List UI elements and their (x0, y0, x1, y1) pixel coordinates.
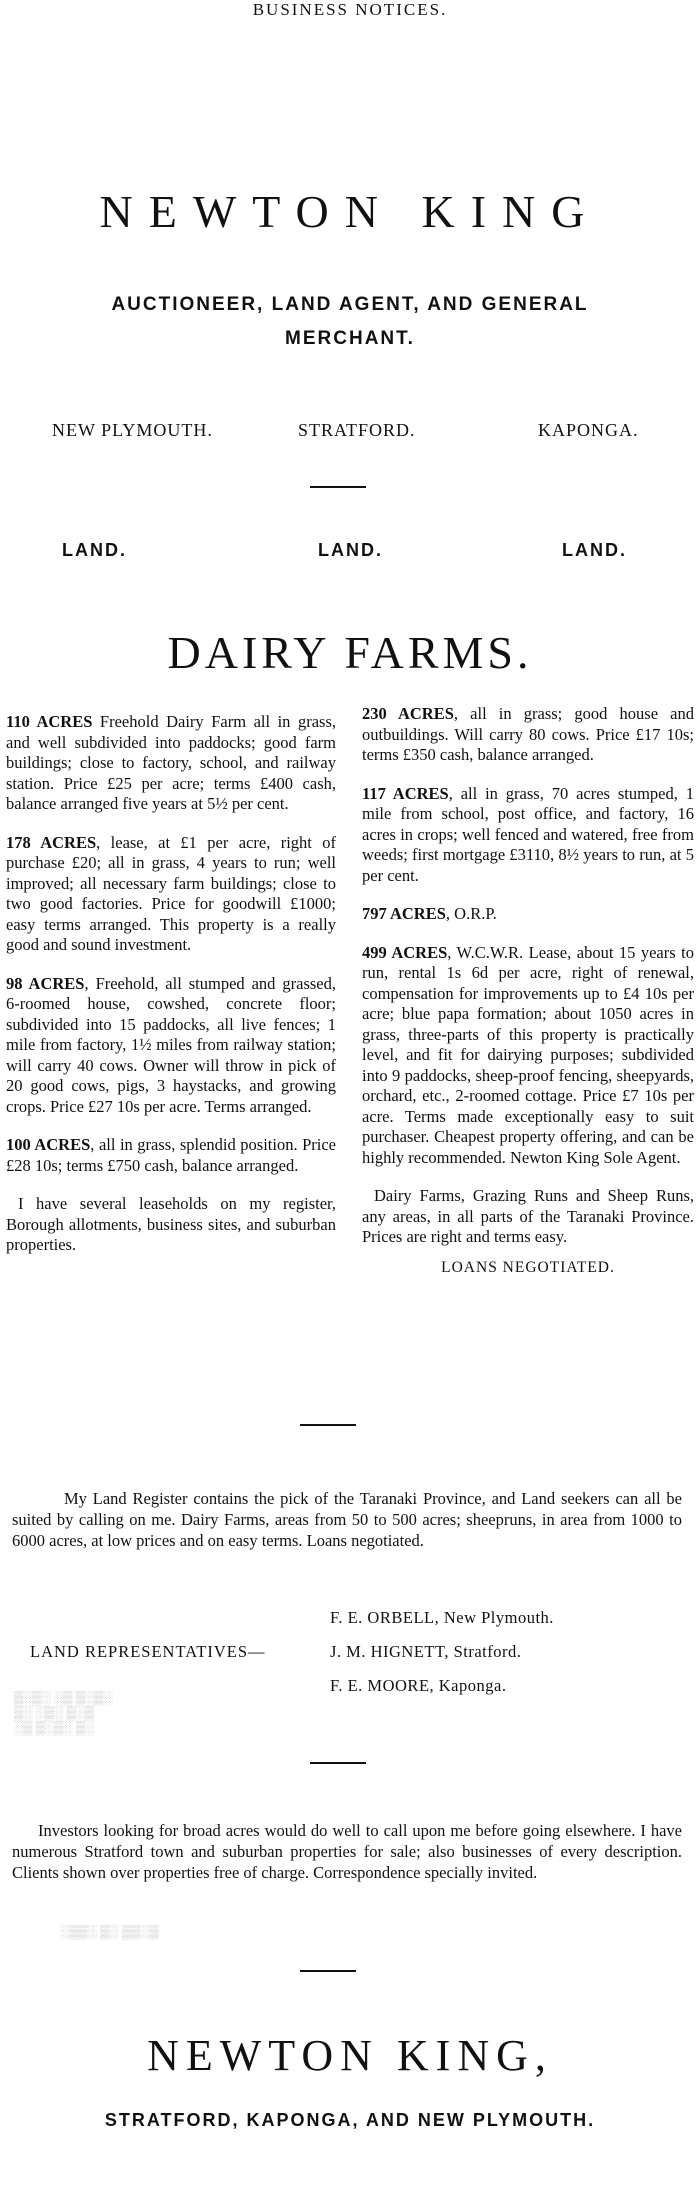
listing-text: , all in grass; good house and outbuildings. Will carry 80 cows. Price £17 10s; terms £350 cash, balance arranged. (362, 704, 694, 764)
right-column-listings (362, 704, 694, 1278)
listing-text: Dairy Farms, Grazing Runs and Sheep Runs, any areas, in all parts of the Taranaki Province. Prices are right and terms easy. (362, 1186, 694, 1246)
representative-orbell: F. E. ORBELL, New Plymouth. (330, 1608, 554, 1627)
show-through-bleed: ▒░▒░ ░▒ ▒░▒░ ▒░ ░▒░ ▒░▒ ░▒ ▒░▒░ ▒░ (14, 1690, 113, 1735)
subtitle-line-1: AUCTIONEER, LAND AGENT, AND GENERAL (111, 294, 589, 315)
masthead-subtitle (0, 288, 700, 356)
divider-rule (300, 1970, 356, 1972)
divider-rule (310, 486, 366, 488)
town-kaponga: KAPONGA. (538, 420, 639, 440)
listing-text: , lease, at £1 per acre, right of purchase £20; all in grass, 4 years to run; well improved; all necessary farm buildings; close to two good factories. Price for goodwill £1000; easy terms arranged. This property is a really good and sound investment. (6, 832, 336, 954)
leaseholds-note (6, 1194, 336, 1256)
town-new-plymouth: NEW PLYMOUTH. (52, 420, 213, 440)
section-header: BUSINESS NOTICES. (252, 0, 448, 19)
listing-178-acres (6, 833, 336, 956)
footer-name: NEWTON KING, (147, 2031, 553, 2080)
divider-rule (300, 1424, 356, 1426)
listing-text: , Freehold, all stumped and grassed, 6-roomed house, cowshed, concrete floor; subdivided into 15 paddocks, all live fences; 1 mile from factory, 1½ miles from railway station; will carry 40 cows. Owner will throw in pick of 20 good cows, pigs, 3 haystacks, and growing crops. Price £27 10s per acre. Terms arranged. (6, 973, 336, 1116)
land-representatives-label: LAND REPRESENTATIVES— (30, 1642, 266, 1661)
listing-lead: 98 ACRES (6, 973, 85, 993)
representative-hignett: J. M. HIGNETT, Stratford. (330, 1642, 522, 1661)
listing-lead: 797 ACRES (362, 904, 446, 923)
land-word-center: LAND. (318, 540, 383, 560)
listing-797-acres (362, 904, 694, 925)
listing-110-acres (6, 712, 336, 815)
footer-locations: STRATFORD, KAPONGA, AND NEW PLYMOUTH. (104, 2110, 596, 2130)
investors-paragraph: Investors looking for broad acres would do well to call upon me before going elsewhere. I have numerous Stratford town and suburban properties for sale; also businesses of every description. Clients shown over properties free of charge. Correspondence specially invited. (12, 1821, 682, 1882)
land-word-left: LAND. (62, 540, 127, 560)
listing-text: Freehold Dairy Farm all in grass, and well subdivided into paddocks; good farm buildings; close to factory, school, and railway station. Price £25 per acre; terms £400 cash, balance arranged five years at 5½ per cent. (6, 712, 336, 813)
subtitle-line-2: MERCHANT. (285, 328, 415, 349)
town-stratford: STRATFORD. (298, 420, 416, 440)
dairy-farms-title: DAIRY FARMS. (167, 627, 533, 678)
listing-text: , O.R.P. (445, 904, 497, 923)
listing-lead: 499 ACRES (362, 942, 448, 962)
listing-text: , all in grass, splendid position. Price £28 10s; terms £750 cash, balance arranged. (6, 1135, 336, 1175)
listing-117-acres (362, 784, 694, 887)
listing-lead: 100 ACRES (6, 1135, 91, 1154)
runs-note (362, 1186, 694, 1248)
divider-rule (310, 1762, 366, 1764)
listing-499-acres (362, 943, 694, 1169)
listing-100-acres (6, 1135, 336, 1176)
show-through-bleed: ░▒▒░ ▒░ ▒▒░▒ (60, 1924, 159, 1939)
listing-230-acres (362, 704, 694, 766)
listing-lead: 117 ACRES (362, 783, 449, 803)
listing-text: I have several leaseholds on my register, Borough allotments, business sites, and suburban properties. (6, 1194, 336, 1254)
masthead-name: NEWTON KING (99, 186, 601, 237)
listing-lead: 110 ACRES (6, 712, 93, 731)
listing-98-acres (6, 974, 336, 1118)
listing-lead: 178 ACRES (6, 832, 97, 852)
listing-lead: 230 ACRES (362, 704, 454, 723)
loans-negotiated: LOANS NEGOTIATED. (441, 1258, 615, 1276)
left-column-listings (6, 712, 336, 1274)
listing-text: , all in grass, 70 acres stumped, 1 mile from school, post office, and factory, 16 acres in crops; well fenced and watered, free from weeds; first mortgage £3110, 8½ years to run, at 5 per cent. (362, 783, 694, 885)
listing-text: , W.C.W.R. Lease, about 15 years to run, rental 1s 6d per acre, right of renewal, compensation for improvements up to £4 10s per acre; blue papa formation; about 1050 acres in grass, three-parts of this property is practically level, and fit for dairying purposes; subdivided into 9 paddocks, sheep-proof fencing, sheepyards, orchard, etc., 2-roomed cottage. Price £7 10s per acre. Terms made exceptionally easy to suit purchaser. Cheapest property offering, and can be highly recommended. Newton King Sole Agent. (362, 942, 694, 1167)
land-word-right: LAND. (562, 540, 627, 560)
land-register-paragraph: My Land Register contains the pick of the Taranaki Province, and Land seekers can all be suited by calling on me. Dairy Farms, areas from 50 to 500 acres; sheepruns, in area from 1000 to 6000 acres, at low prices and on easy terms. Loans negotiated. (12, 1489, 682, 1550)
representative-moore: F. E. MOORE, Kaponga. (330, 1676, 507, 1695)
